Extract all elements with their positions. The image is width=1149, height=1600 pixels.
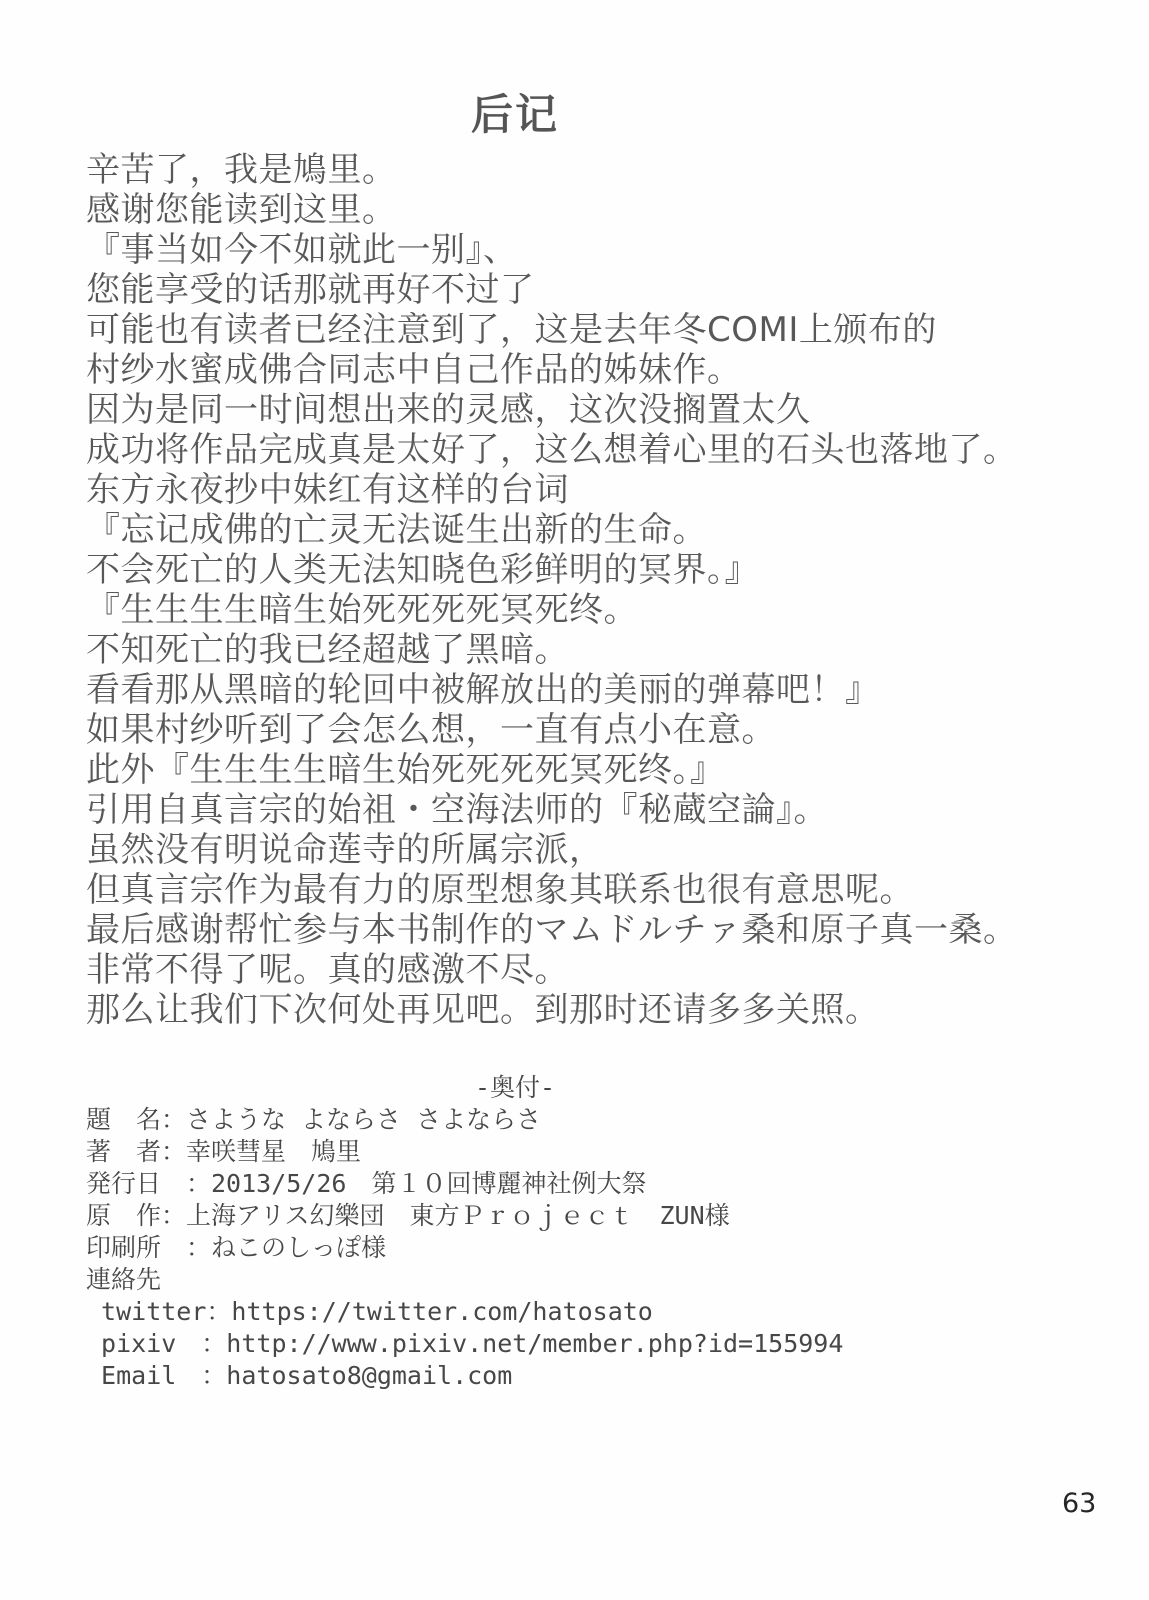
afterword-line: 村纱水蜜成佛合同志中自己作品的姊妹作。 [86, 350, 742, 390]
colophon-block [86, 1072, 1126, 1392]
afterword-line: 感谢您能读到这里。 [86, 190, 397, 230]
afterword-line: 最后感谢帮忙参与本书制作的マムドルチァ桑和原子真一桑。 [86, 910, 1018, 950]
colophon-email-line: Email ：hatosato8@gmail.com [86, 1361, 513, 1390]
afterword-line: 可能也有读者已经注意到了，这是去年冬COMI上颁布的 [86, 310, 937, 350]
afterword-line: 非常不得了呢。真的感激不尽。 [86, 950, 569, 990]
afterword-line: 因为是同一时间想出来的灵感，这次没搁置太久 [86, 390, 811, 430]
afterword-line: 辛苦了，我是鳩里。 [86, 150, 397, 190]
afterword-line: 但真言宗作为最有力的原型想象其联系也很有意思呢。 [86, 870, 914, 910]
afterword-line: 您能享受的话那就再好不过了 [86, 270, 535, 310]
page-number: 63 [1062, 1488, 1097, 1519]
colophon-title-line: 題 名：さような よならさ さよならさ [86, 1105, 542, 1134]
colophon-author-line: 著 者：幸咲彗星 鳩里 [86, 1137, 362, 1166]
afterword-line: 成功将作品完成真是太好了，这么想着心里的石头也落地了。 [86, 430, 1018, 470]
colophon-printer-line: 印刷所 ：ねこのしっぽ様 [86, 1233, 387, 1262]
afterword-line: 不会死亡的人类无法知晓色彩鲜明的冥界。』 [86, 550, 759, 590]
afterword-text-block [86, 150, 1126, 1030]
afterword-line: 看看那从黑暗的轮回中被解放出的美丽的弹幕吧！』 [86, 670, 880, 710]
colophon-contact-label: 連絡先 [86, 1265, 162, 1294]
afterword-line: 东方永夜抄中妹红有这样的台词 [86, 470, 569, 510]
page-title: 后记 [470, 90, 559, 139]
afterword-line: 引用自真言宗的始祖・空海法师的『秘蔵空論』。 [86, 790, 828, 830]
afterword-line: 如果村纱听到了会怎么想，一直有点小在意。 [86, 710, 776, 750]
colophon-twitter-line: twitter：https://twitter.com/hatosato [86, 1297, 653, 1326]
afterword-line: 那么让我们下次何处再见吧。到那时还请多多关照。 [86, 990, 880, 1030]
colophon-pixiv-line: pixiv ：http://www.pixiv.net/member.php?id=155994 [86, 1329, 844, 1358]
afterword-line: 『忘记成佛的亡灵无法诞生出新的生命。 [86, 510, 707, 550]
colophon-heading: -奥付- [474, 1073, 556, 1102]
colophon-publish-date-line: 発行日 ：2013/5/26 第１０回博麗神社例大祭 [86, 1169, 647, 1198]
afterword-line: 不知死亡的我已经超越了黑暗。 [86, 630, 569, 670]
afterword-line: 『事当如今不如就此一别』、 [86, 230, 518, 270]
afterword-line: 『生生生生暗生始死死死死冥死终。 [86, 590, 638, 630]
afterword-line: 此外『生生生生暗生始死死死死冥死终。』 [86, 750, 725, 790]
afterword-line: 虽然没有明说命莲寺的所属宗派， [86, 830, 604, 870]
colophon-original-work-line: 原 作：上海アリス幻樂団 東方Ｐｒｏｊｅｃｔ ZUN様 [86, 1201, 730, 1230]
